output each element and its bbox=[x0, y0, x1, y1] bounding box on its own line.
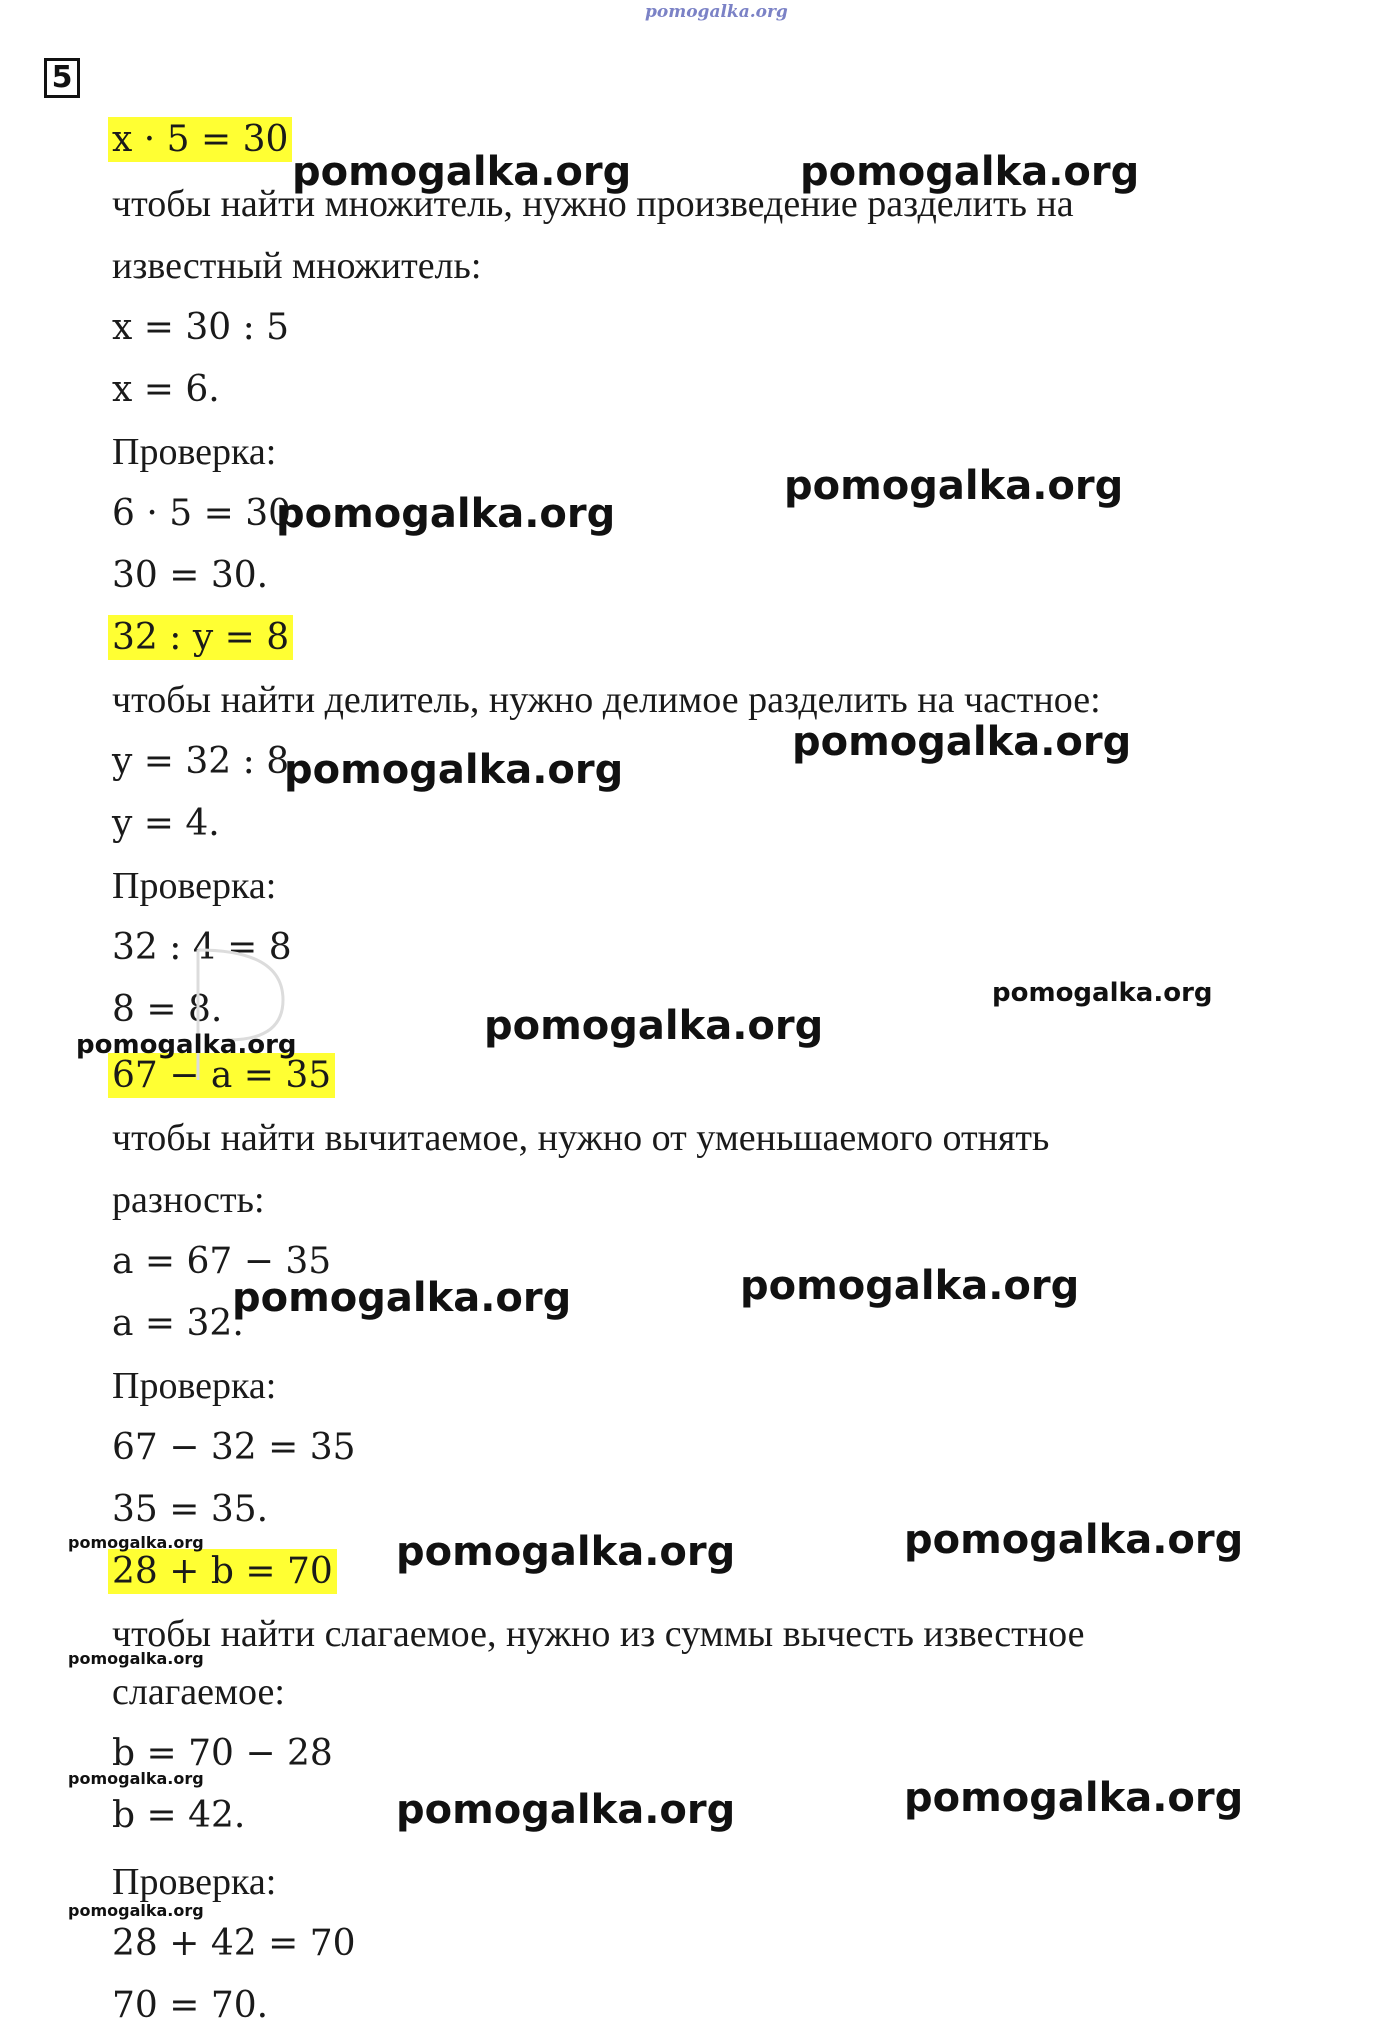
step-3-1: a = 67 − 35 bbox=[112, 1241, 332, 1282]
equation-1: x · 5 = 30 bbox=[112, 118, 292, 162]
check-3-1: 67 − 32 = 35 bbox=[112, 1427, 356, 1468]
check-1-1: 6 · 5 = 30 bbox=[112, 493, 291, 534]
check-2-2: 8 = 8. bbox=[112, 989, 223, 1030]
watermark: pomogalka.org bbox=[396, 1529, 736, 1575]
check-label-1: Проверка: bbox=[112, 431, 277, 473]
watermark: pomogalka.org bbox=[484, 1003, 824, 1049]
rule-3-line-2: разность: bbox=[112, 1179, 265, 1221]
check-3-2: 35 = 35. bbox=[112, 1489, 269, 1530]
step-4-2: b = 42. bbox=[112, 1795, 246, 1836]
watermark: pomogalka.org bbox=[284, 747, 624, 793]
equation-3: 67 − a = 35 bbox=[112, 1054, 335, 1098]
watermark: pomogalka.org bbox=[232, 1275, 572, 1321]
rule-1-line-2: известный множитель: bbox=[112, 245, 482, 287]
step-2-2: y = 4. bbox=[112, 803, 220, 844]
step-1-1: x = 30 : 5 bbox=[112, 307, 290, 348]
watermark: pomogalka.org bbox=[800, 149, 1140, 195]
check-label-3: Проверка: bbox=[112, 1365, 277, 1407]
watermark: pomogalka.org bbox=[68, 1901, 204, 1920]
step-1-2: x = 6. bbox=[112, 369, 220, 410]
rule-4-line-1: чтобы найти слагаемое, нужно из суммы вычесть известное bbox=[112, 1613, 1085, 1655]
rule-2-line-1: чтобы найти делитель, нужно делимое разделить на частное: bbox=[112, 679, 1101, 721]
step-4-1: b = 70 − 28 bbox=[112, 1733, 333, 1774]
watermark: pomogalka.org bbox=[68, 1533, 204, 1552]
equation-2: 32 : y = 8 bbox=[112, 616, 293, 660]
watermark: pomogalka.org bbox=[904, 1517, 1244, 1563]
check-4-2: 70 = 70. bbox=[112, 1985, 269, 2026]
watermark: pomogalka.org bbox=[396, 1787, 736, 1833]
watermark: pomogalka.org bbox=[292, 149, 632, 195]
check-4-1: 28 + 42 = 70 bbox=[112, 1923, 356, 1964]
rule-3-line-1: чтобы найти вычитаемое, нужно от уменьшаемого отнять bbox=[112, 1117, 1050, 1159]
header-watermark: pomogalka.org bbox=[645, 2, 788, 22]
check-label-4: Проверка: bbox=[112, 1861, 277, 1903]
watermark: pomogalka.org bbox=[276, 491, 616, 537]
watermark: pomogalka.org bbox=[904, 1775, 1244, 1821]
check-label-2: Проверка: bbox=[112, 865, 277, 907]
watermark: pomogalka.org bbox=[784, 463, 1124, 509]
rule-1-line-1: чтобы найти множитель, нужно произведение разделить на bbox=[112, 183, 1074, 225]
equation-4: 28 + b = 70 bbox=[112, 1550, 337, 1594]
watermark: pomogalka.org bbox=[76, 1030, 297, 1060]
check-2-1: 32 : 4 = 8 bbox=[112, 927, 292, 968]
watermark: pomogalka.org bbox=[68, 1769, 204, 1788]
check-1-2: 30 = 30. bbox=[112, 555, 269, 596]
task-number-badge: 5 bbox=[44, 58, 80, 98]
step-2-1: y = 32 : 8 bbox=[112, 741, 290, 782]
rule-4-line-2: слагаемое: bbox=[112, 1671, 285, 1713]
step-3-2: a = 32. bbox=[112, 1303, 244, 1344]
watermark: pomogalka.org bbox=[68, 1649, 204, 1668]
watermark: pomogalka.org bbox=[740, 1263, 1080, 1309]
watermark: pomogalka.org bbox=[992, 978, 1213, 1008]
watermark: pomogalka.org bbox=[792, 719, 1132, 765]
